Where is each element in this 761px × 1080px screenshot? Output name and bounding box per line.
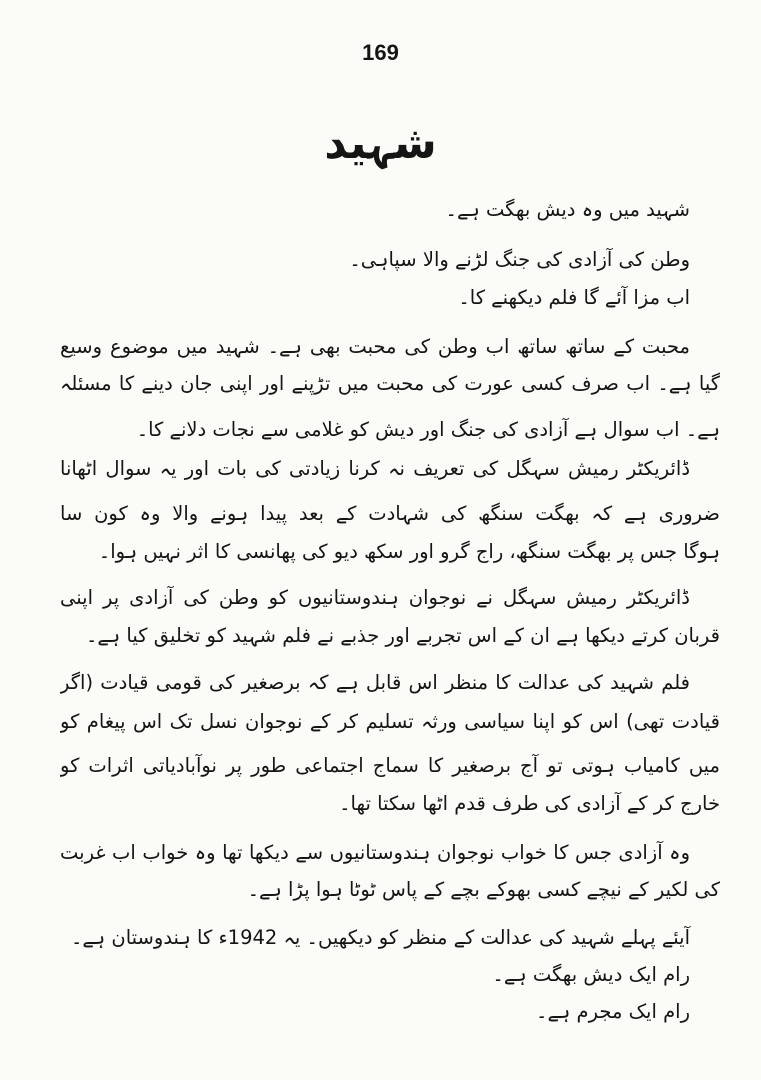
text-line: فلم شہید کی عدالت کا منظر اس قابل ہے کہ برصغیر کی قومی قیادت (اگر bbox=[60, 671, 690, 694]
text-line: شہید میں وہ دیش بھگت ہے۔ bbox=[445, 198, 690, 221]
text-line: ڈائریکٹر رمیش سہگل کی تعریف نہ کرنا زیادتی کی بات اور یہ سوال اٹھانا bbox=[60, 457, 690, 480]
chapter-title: شہید bbox=[324, 118, 437, 169]
text-line: رام ایک دیش بھگت ہے۔ bbox=[492, 963, 690, 986]
text-line: قربان کرتے دیکھا ہے ان کے اس تجربے اور جذبے نے فلم شہید کو تخلیق کیا ہے۔ bbox=[85, 624, 720, 647]
text-line: وہ آزادی جس کا خواب نوجوان ہندوستانیوں سے دیکھا تھا وہ خواب اب غربت bbox=[60, 841, 690, 864]
text-line: خارج کر کے آزادی کی طرف قدم اٹھا سکتا تھا۔ bbox=[339, 792, 720, 815]
text-line: کی لکیر کے نیچے کسی بھوکے بچے کے پاس ٹوٹا ہوا پڑا ہے۔ bbox=[247, 878, 720, 901]
text-line: ضروری ہے کہ بھگت سنگھ کی شہادت کے بعد پیدا ہونے والا وہ کون سا bbox=[60, 502, 720, 525]
text-line: محبت کے ساتھ ساتھ اب وطن کی محبت بھی ہے۔ شہید میں موضوع وسیع bbox=[60, 335, 690, 358]
text-line: گیا ہے۔ اب صرف کسی عورت کی محبت میں تڑپنے اور اپنی جان دینے کا مسئلہ bbox=[60, 372, 720, 395]
page-number: 169 bbox=[362, 40, 399, 65]
text-line: رام ایک مجرم ہے۔ bbox=[536, 1000, 690, 1023]
text-line: میں کامیاب ہوتی تو آج برصغیر کا سماج اجتماعی طور پر نوآبادیاتی اثرات کو bbox=[60, 754, 720, 777]
text-line: قیادت تھی) اس کو اپنا سیاسی ورثہ تسلیم کر کے نوجوان نسل تک اس پیغام کو bbox=[60, 710, 720, 733]
text-line: ڈائریکٹر رمیش سہگل نے نوجوان ہندوستانیوں کو وطن کی آزادی پر اپنی bbox=[60, 586, 690, 609]
text-line: اب مزا آئے گا فلم دیکھنے کا۔ bbox=[458, 286, 690, 309]
text-line: وطن کی آزادی کی جنگ لڑنے والا سپاہی۔ bbox=[349, 248, 690, 271]
text-line: ہوگا جس پر بھگت سنگھ، راج گرو اور سکھ دیو کی پھانسی کا اثر نہیں ہوا۔ bbox=[98, 540, 720, 563]
text-line: آیئے پہلے شہید کی عدالت کے منظر کو دیکھیں۔ یہ 1942ء کا ہندوستان ہے۔ bbox=[70, 926, 690, 949]
text-line: ہے۔ اب سوال ہے آزادی کی جنگ اور دیش کو غلامی سے نجات دلانے کا۔ bbox=[136, 418, 720, 441]
